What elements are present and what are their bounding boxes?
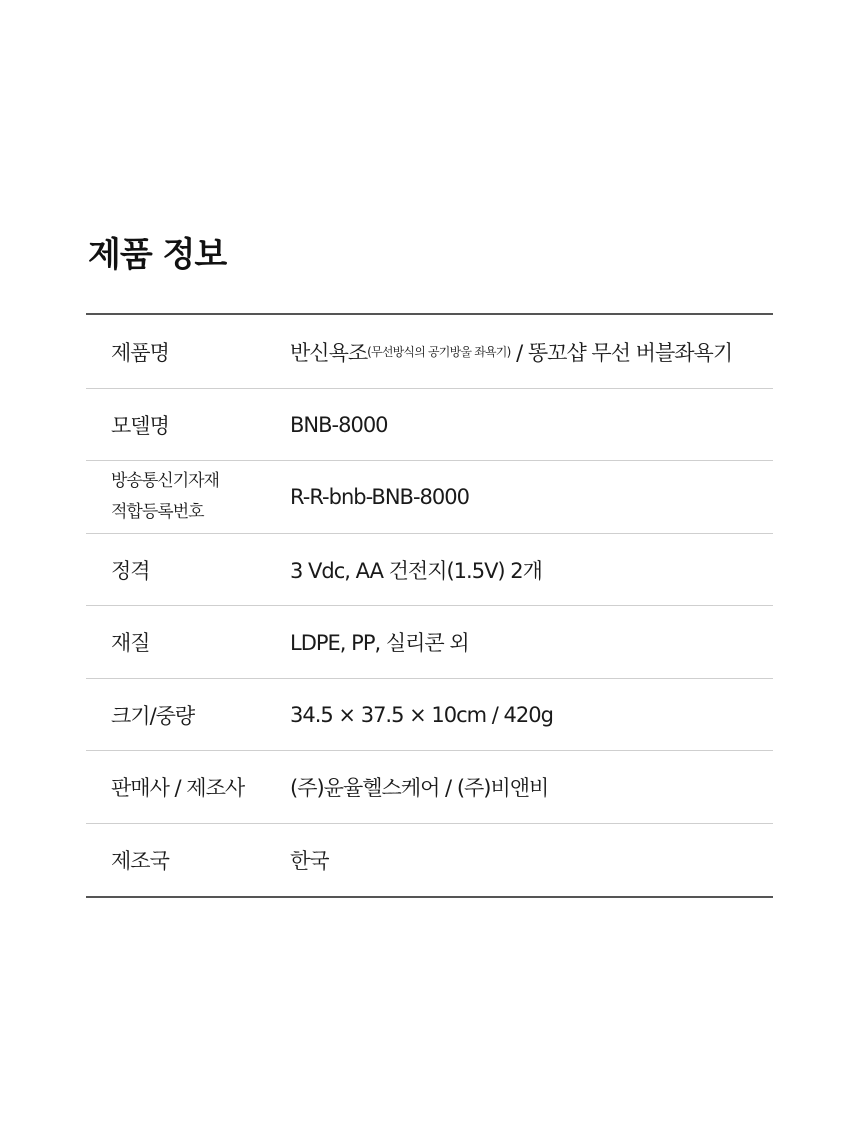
product-info-table: [86, 313, 773, 898]
table-row-country-of-origin: [86, 824, 773, 896]
table-row-material: [86, 606, 773, 679]
product-name-note: (무선방식의 공기방울 좌욕기): [367, 345, 511, 359]
row-value: LDPE, PP, 실리콘 외: [290, 631, 469, 655]
row-label: 제품명: [111, 340, 169, 365]
row-value: (주)윤율헬스케어 / (주)비앤비: [290, 776, 549, 800]
row-value: R-R-bnb-BNB-8000: [290, 485, 469, 509]
row-label: [111, 461, 219, 533]
row-value: 34.5 × 37.5 × 10cm / 420g: [290, 702, 553, 727]
row-value: 한국: [290, 849, 329, 873]
row-value: 3 Vdc, AA 건전지(1.5V) 2개: [290, 558, 542, 583]
table-row-model-name: [86, 389, 773, 461]
table-row-seller-manufacturer: [86, 751, 773, 824]
row-label: 판매사 / 제조사: [111, 776, 245, 800]
table-row-size-weight: [86, 679, 773, 751]
row-value: BNB-8000: [290, 412, 388, 437]
product-name-main: 반신욕조: [290, 340, 368, 365]
table-row-product-name: [86, 315, 773, 389]
product-name-rest: / 똥꼬샵 무선 버블좌욕기: [510, 340, 733, 365]
row-label: 재질: [111, 631, 150, 655]
table-row-rating: [86, 534, 773, 606]
row-value: [290, 315, 732, 388]
section-title: 제품 정보: [88, 235, 227, 275]
row-label-line-1: 방송통신기자재: [111, 471, 219, 491]
row-label: 제조국: [111, 849, 169, 873]
row-label: 모델명: [111, 413, 169, 438]
row-label-line-2: 적합등록번호: [111, 502, 204, 522]
row-label: 크기/중량: [111, 703, 195, 728]
table-row-registration-number: [86, 461, 773, 534]
row-label: 정격: [111, 558, 150, 583]
